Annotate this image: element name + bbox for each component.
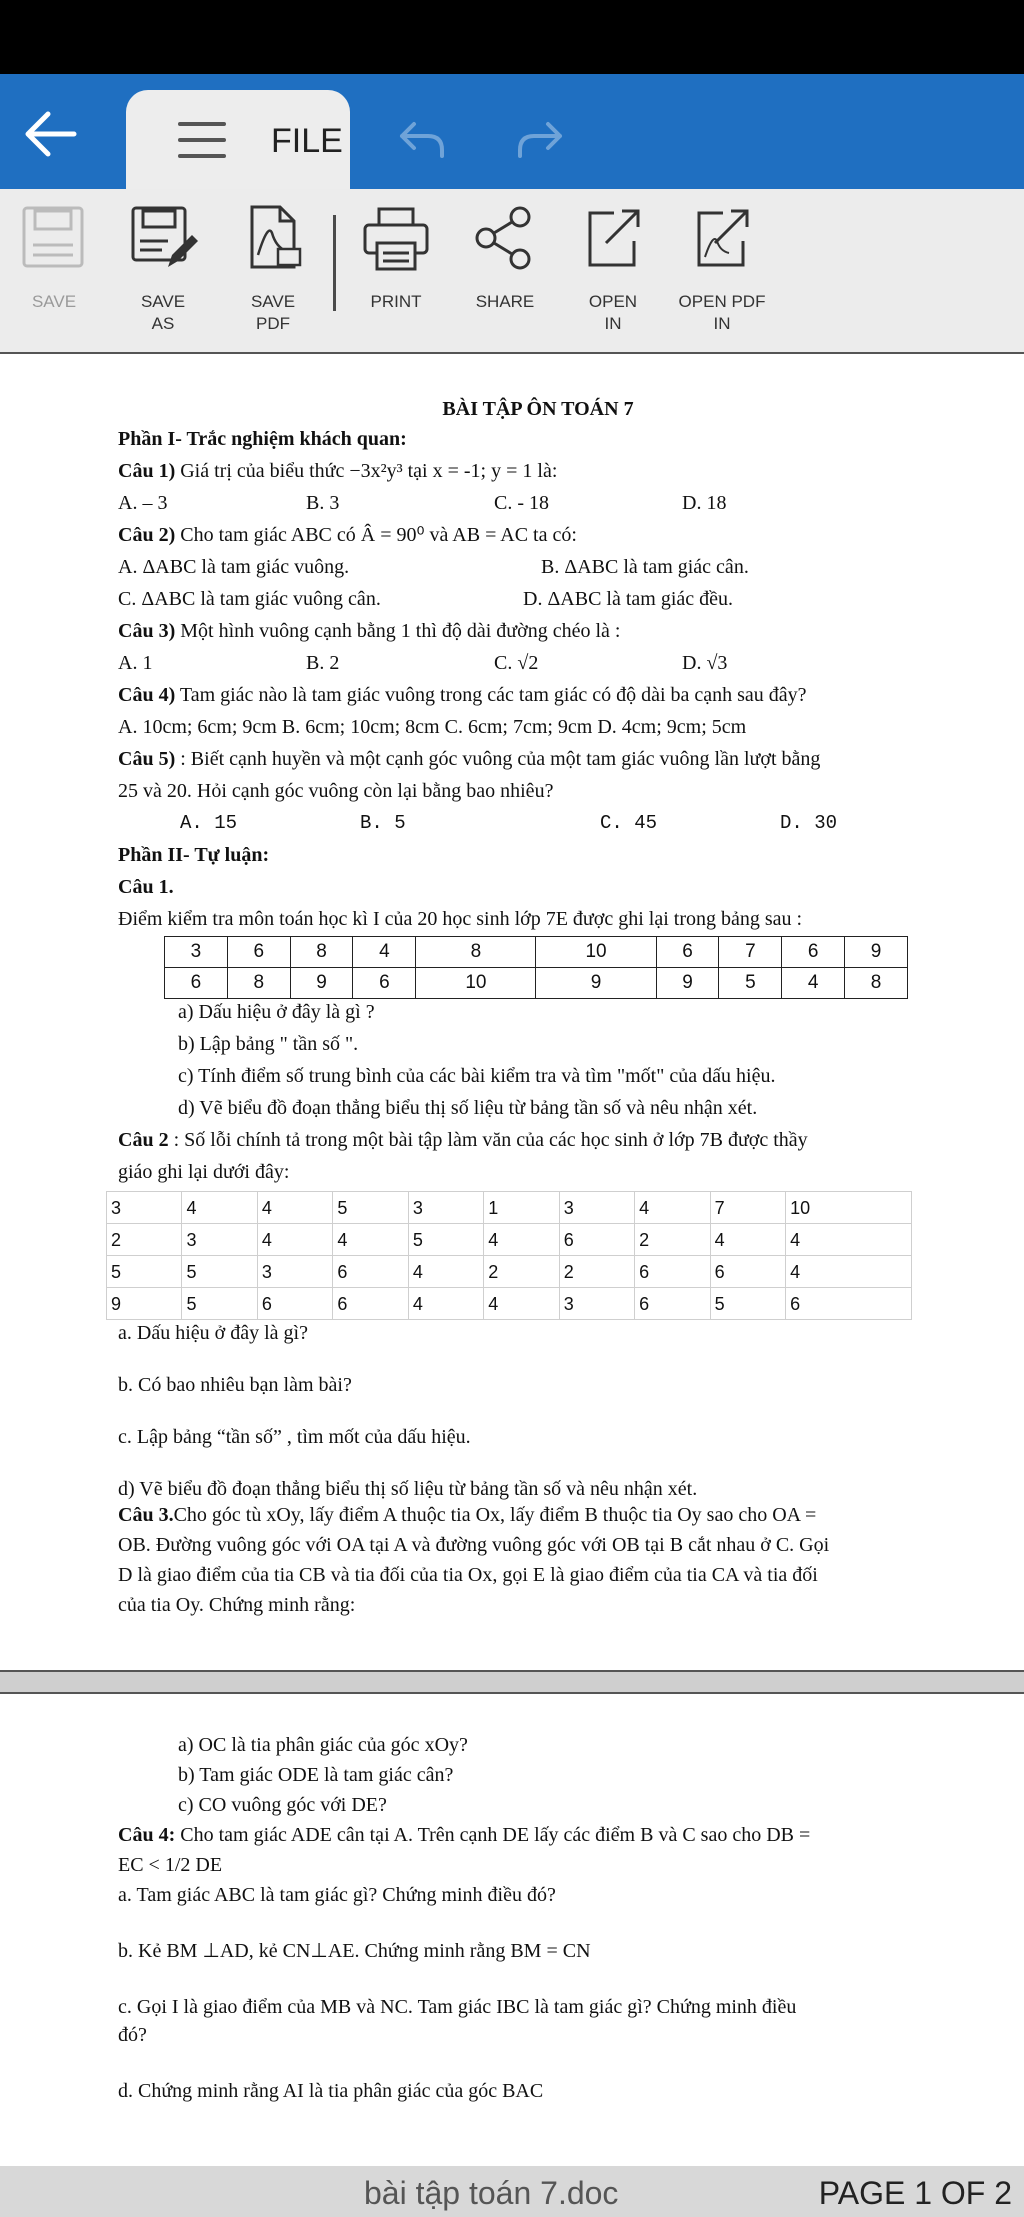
- errors-table-cell: 4: [786, 1256, 912, 1288]
- essay-1-items: [178, 1001, 958, 1129]
- essay-2-item-a: a. Dấu hiệu ở đây là gì?: [118, 1322, 308, 1344]
- scores-table-cell: 3: [165, 937, 228, 968]
- errors-table-row: [107, 1256, 912, 1288]
- scores-table-cell: 6: [227, 937, 290, 968]
- question-4: Câu 4) Tam giác nào là tam giác vuông trong các tam giác có độ dài ba cạnh sau đây?: [118, 684, 807, 706]
- essay-4-item-d: d. Chứng minh rằng AI là tia phân giác của góc BAC: [118, 2080, 544, 2102]
- page-indicator: PAGE 1 OF 2: [818, 2175, 1012, 2211]
- question-5-continued: 25 và 20. Hỏi cạnh góc vuông còn lại bằng bao nhiêu?: [118, 780, 554, 802]
- file-menu-tab[interactable]: [126, 90, 350, 189]
- share-icon: [470, 203, 540, 273]
- errors-table-cell: 5: [107, 1256, 182, 1288]
- redo-icon[interactable]: [514, 118, 564, 160]
- errors-table-cell: 6: [710, 1256, 785, 1288]
- essay-1-heading: Câu 1.: [118, 876, 174, 898]
- share-button[interactable]: [455, 203, 555, 313]
- scores-table: [164, 936, 908, 999]
- errors-table-cell: 4: [333, 1224, 408, 1256]
- scores-table-cell: 10: [416, 968, 536, 999]
- page-1: [0, 352, 1024, 1672]
- question-1-options: A. – 3 B. 3 C. - 18 D. 18: [118, 492, 727, 514]
- open-in-label: OPEN IN: [588, 292, 638, 333]
- question-2-options-row-2: C. ΔABC là tam giác vuông cân. D. ΔABC là tam giác đều.: [118, 588, 734, 610]
- scores-table-cell: 8: [416, 937, 536, 968]
- errors-table-cell: 7: [710, 1192, 785, 1224]
- save-as-icon: [128, 203, 198, 273]
- essay-2: Câu 2 : Số lỗi chính tả trong một bài tập làm văn của các học sinh ở lớp 7B được thầy: [118, 1129, 808, 1151]
- printer-icon: [361, 203, 431, 273]
- open-pdf-in-label: OPEN PDF IN: [678, 292, 766, 333]
- app-bar: [0, 74, 1024, 189]
- essay-4: Câu 4: Cho tam giác ADE cân tại A. Trên cạnh DE lấy các điểm B và C sao cho DB =: [118, 1824, 811, 1846]
- file-toolbar: [0, 189, 1024, 352]
- essay-2-continued: giáo ghi lại dưới đây:: [118, 1161, 290, 1183]
- essay-4-item-a: a. Tam giác ABC là tam giác gì? Chứng minh điều đó?: [118, 1884, 556, 1906]
- errors-table-cell: 6: [635, 1288, 710, 1320]
- save-pdf-button[interactable]: [223, 203, 323, 335]
- errors-table-cell: 10: [786, 1192, 912, 1224]
- errors-table-cell: 5: [408, 1224, 483, 1256]
- errors-table-cell: 9: [107, 1288, 182, 1320]
- errors-table-cell: 3: [257, 1256, 332, 1288]
- essay-1-item-a: a) Dấu hiệu ở đây là gì ?: [178, 1001, 375, 1023]
- errors-table-cell: 5: [182, 1256, 257, 1288]
- open-pdf-in-button[interactable]: [672, 203, 772, 335]
- open-in-button[interactable]: [563, 203, 663, 335]
- errors-table-cell: 6: [635, 1256, 710, 1288]
- essay-2-item-b: b. Có bao nhiêu bạn làm bài?: [118, 1374, 352, 1396]
- errors-table-cell: 6: [786, 1288, 912, 1320]
- errors-table-cell: 2: [484, 1256, 559, 1288]
- errors-table-cell: 3: [408, 1192, 483, 1224]
- errors-table-cell: 3: [559, 1288, 634, 1320]
- errors-table-cell: 1: [484, 1192, 559, 1224]
- share-label: SHARE: [475, 292, 535, 311]
- errors-table-cell: 4: [484, 1288, 559, 1320]
- essay-3-line-2: OB. Đường vuông góc với OA tại A và đường vuông góc với OB tại B cắt nhau ở C. Gọi: [118, 1534, 830, 1556]
- errors-table-cell: 2: [559, 1256, 634, 1288]
- question-4-options: A. 10cm; 6cm; 9cm B. 6cm; 10cm; 8cm C. 6cm; 7cm; 9cm D. 4cm; 9cm; 5cm: [118, 716, 747, 738]
- save-icon: [19, 203, 89, 273]
- file-tab-label: FILE: [271, 122, 343, 160]
- errors-table-cell: 2: [107, 1224, 182, 1256]
- errors-table-cell: 6: [333, 1256, 408, 1288]
- status-bar: [0, 0, 1024, 74]
- doc-title: BÀI TẬP ÔN TOÁN 7: [442, 398, 634, 420]
- scores-table-cell: 8: [290, 937, 353, 968]
- errors-table-cell: 4: [635, 1192, 710, 1224]
- essay-3-line-3: D là giao điểm của tia CB và tia đối của tia Ox, gọi E là giao điểm của tia CA và tia đối: [118, 1564, 818, 1586]
- scores-table-cell: 8: [845, 968, 908, 999]
- question-5-options: A. 15 B. 5 C. 45 D. 30: [180, 812, 838, 834]
- errors-table: [106, 1191, 912, 1320]
- essay-3-line-4: của tia Oy. Chứng minh rằng:: [118, 1594, 356, 1616]
- essay-1-text: Điểm kiểm tra môn toán học kì I của 20 học sinh lớp 7E được ghi lại trong bảng sau :: [118, 908, 803, 930]
- errors-table-cell: 4: [408, 1288, 483, 1320]
- errors-table-cell: 4: [257, 1192, 332, 1224]
- errors-table-cell: 3: [107, 1192, 182, 1224]
- save-button[interactable]: [4, 203, 104, 313]
- errors-table-cell: 5: [710, 1288, 785, 1320]
- open-pdf-in-icon: [687, 203, 757, 273]
- back-arrow-icon[interactable]: [18, 104, 82, 164]
- errors-table-cell: 6: [333, 1288, 408, 1320]
- scores-table-cell: 5: [719, 968, 782, 999]
- scores-table-cell: 8: [227, 968, 290, 999]
- errors-table-cell: 5: [182, 1288, 257, 1320]
- scores-table-cell: 6: [656, 937, 719, 968]
- errors-table-row: [107, 1224, 912, 1256]
- page-2-content: [118, 1734, 958, 2110]
- errors-table-row: [107, 1288, 912, 1320]
- essay-4-continued: EC < 1/2 DE: [118, 1854, 223, 1876]
- open-in-icon: [578, 203, 648, 273]
- errors-table-cell: 4: [408, 1256, 483, 1288]
- errors-table-cell: 4: [182, 1192, 257, 1224]
- essay-3-item-a: a) OC là tia phân giác của góc xOy?: [178, 1734, 468, 1756]
- essay-3-item-c: c) CO vuông góc với DE?: [178, 1794, 387, 1816]
- essay-2-item-c: c. Lập bảng “tần số” , tìm mốt của dấu hiệu.: [118, 1426, 471, 1448]
- errors-table-cell: 2: [635, 1224, 710, 1256]
- scores-table-cell: 6: [165, 968, 228, 999]
- scores-table-cell: 9: [536, 968, 656, 999]
- scores-table-cell: 9: [290, 968, 353, 999]
- question-1: Câu 1) Giá trị của biểu thức −3x²y³ tại x = -1; y = 1 là:: [118, 460, 558, 482]
- scores-table-cell: 10: [536, 937, 656, 968]
- save-label: SAVE: [31, 292, 77, 311]
- essay-1-item-d: d) Vẽ biểu đồ đoạn thẳng biểu thị số liệu từ bảng tần số và nêu nhận xét.: [178, 1097, 758, 1119]
- scores-table-cell: 4: [353, 937, 416, 968]
- errors-table-cell: 3: [182, 1224, 257, 1256]
- scores-table-row: [165, 968, 908, 999]
- scores-table-cell: 6: [353, 968, 416, 999]
- essay-4-item-c: c. Gọi I là giao điểm của MB và NC. Tam giác IBC là tam giác gì? Chứng minh điều: [118, 1996, 797, 2018]
- errors-table-row: [107, 1192, 912, 1224]
- errors-table-cell: 4: [710, 1224, 785, 1256]
- question-3: Câu 3) Một hình vuông cạnh bằng 1 thì độ dài đường chéo là :: [118, 620, 621, 642]
- save-as-button[interactable]: [113, 203, 213, 335]
- essay-3-item-b: b) Tam giác ODE là tam giác cân?: [178, 1764, 454, 1786]
- errors-table-cell: 6: [559, 1224, 634, 1256]
- scores-table-row: [165, 937, 908, 968]
- print-label: PRINT: [370, 292, 422, 311]
- essay-2-item-d: d) Vẽ biểu đồ đoạn thẳng biểu thị số liệu từ bảng tần số và nêu nhận xét.: [118, 1478, 698, 1500]
- scores-table-cell: 7: [719, 937, 782, 968]
- save-as-label: SAVE AS: [140, 292, 186, 333]
- part-2-heading: Phần II- Tự luận:: [118, 844, 270, 866]
- save-pdf-label: SAVE PDF: [250, 292, 296, 333]
- essay-3: Câu 3.Cho góc tù xOy, lấy điểm A thuộc tia Ox, lấy điểm B thuộc tia Oy sao cho OA =: [118, 1504, 817, 1526]
- scores-table-cell: 9: [656, 968, 719, 999]
- essay-1-item-c: c) Tính điểm số trung bình của các bài kiểm tra và tìm "mốt" của dấu hiệu.: [178, 1065, 776, 1087]
- part-1-heading: Phần I- Trắc nghiệm khách quan:: [118, 428, 407, 450]
- bottom-bar: [0, 2166, 1024, 2217]
- scores-table-cell: 9: [845, 937, 908, 968]
- essay-4-item-b: b. Kẻ BM ⊥AD, kẻ CN⊥AE. Chứng minh rằng BM = CN: [118, 1940, 591, 1962]
- errors-table-cell: 5: [333, 1192, 408, 1224]
- errors-table-cell: 6: [257, 1288, 332, 1320]
- toolbar-divider: [333, 215, 336, 311]
- page-1-content: [111, 398, 958, 1624]
- question-3-options: A. 1 B. 2 C. √2 D. √3: [118, 652, 728, 674]
- errors-table-cell: 4: [484, 1224, 559, 1256]
- document-viewer[interactable]: [0, 352, 1024, 2166]
- errors-table-cell: 4: [257, 1224, 332, 1256]
- question-2-options-row-1: A. ΔABC là tam giác vuông. B. ΔABC là tam giác cân.: [118, 556, 749, 578]
- errors-table-cell: 3: [559, 1192, 634, 1224]
- menu-icon: [178, 122, 226, 158]
- print-button[interactable]: [346, 203, 446, 313]
- errors-table-cell: 4: [786, 1224, 912, 1256]
- question-5: Câu 5) : Biết cạnh huyền và một cạnh góc vuông của một tam giác vuông lần lượt bằng: [118, 748, 821, 770]
- essay-1-item-b: b) Lập bảng " tần số ".: [178, 1033, 359, 1055]
- undo-icon[interactable]: [398, 118, 448, 160]
- page-2: [0, 1692, 1024, 2172]
- scores-table-cell: 6: [782, 937, 845, 968]
- file-name: bài tập toán 7.doc: [364, 2175, 619, 2211]
- scores-table-cell: 4: [782, 968, 845, 999]
- pdf-icon: [238, 203, 308, 273]
- essay-4-item-c-continued: đó?: [118, 2024, 147, 2046]
- question-2: Câu 2) Cho tam giác ABC có Â = 90⁰ và AB = AC ta có:: [118, 524, 577, 546]
